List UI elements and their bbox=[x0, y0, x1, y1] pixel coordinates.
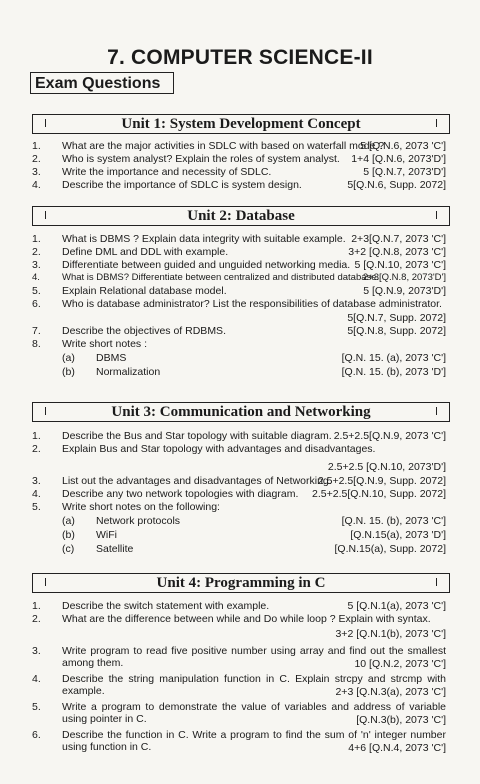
unit-heading-text: Unit 3: Communication and Networking bbox=[111, 404, 371, 420]
sub-question-text: Normalization bbox=[96, 366, 161, 378]
question-number: 1. bbox=[32, 430, 41, 442]
question-reference: 5[Q.N.6, Supp. 2072] bbox=[347, 179, 446, 191]
question-number: 4. bbox=[32, 272, 40, 283]
question-text: Describe the importance of SDLC is system design. bbox=[62, 179, 302, 191]
question-number: 1. bbox=[32, 140, 41, 152]
question-text: List out the advantages and disadvantages of Networking. bbox=[62, 475, 332, 487]
question-number: 5. bbox=[32, 285, 41, 297]
question-reference: 2.5+2.5[Q.N.9, Supp. 2072] bbox=[317, 475, 446, 487]
question-reference: 10 [Q.N.2, 2073 'C'] bbox=[354, 658, 446, 670]
question-reference: 5[Q.N.7, Supp. 2072] bbox=[347, 312, 446, 324]
question-number: 2. bbox=[32, 613, 41, 625]
question-reference: 1+4 [Q.N.6, 2073'D'] bbox=[351, 153, 446, 165]
sub-question-label: (a) bbox=[62, 515, 75, 527]
question-text: Write short notes on the following: bbox=[62, 501, 220, 513]
divider bbox=[45, 211, 46, 219]
question-text: Describe the objectives of RDBMS. bbox=[62, 325, 226, 337]
sub-question-text: WiFi bbox=[96, 529, 117, 541]
question-text: Write a program to demonstrate the value of variables and address of variable using pointer in C. bbox=[62, 701, 446, 725]
question-number: 3. bbox=[32, 259, 41, 271]
divider bbox=[45, 578, 46, 586]
question-number: 2. bbox=[32, 153, 41, 165]
sub-question-label: (c) bbox=[62, 543, 75, 555]
divider bbox=[436, 119, 437, 127]
question-text: Describe the string manipulation function in C. Explain strcpy and strcmp with example. bbox=[62, 673, 446, 697]
sub-question-label: (b) bbox=[62, 366, 75, 378]
section-heading: Exam Questions bbox=[30, 72, 174, 94]
question-text: What are the major activities in SDLC with based on waterfall mode ? bbox=[62, 140, 385, 152]
question-reference: [Q.N.15(a), 2073 'D'] bbox=[350, 529, 446, 541]
question-reference: 2+3[Q.N.8, 2073'D'] bbox=[362, 272, 446, 283]
question-number: 2. bbox=[32, 246, 41, 258]
question-text: What is DBMS? Differentiate between centralized and distributed database. bbox=[62, 272, 380, 283]
question-text: Explain Relational database model. bbox=[62, 285, 227, 297]
question-text: Differentiate between guided and unguided networking media. bbox=[62, 259, 351, 271]
question-reference: 5[Q.N.8, Supp. 2072] bbox=[347, 325, 446, 337]
question-reference: [Q.N. 15. (b), 2073 'C'] bbox=[341, 515, 446, 527]
question-number: 6. bbox=[32, 729, 41, 741]
question-reference: 5 [Q.N.10, 2073 'C'] bbox=[354, 259, 446, 271]
divider bbox=[436, 578, 437, 586]
question-reference: 2.5+2.5[Q.N.10, Supp. 2072] bbox=[312, 488, 446, 500]
unit-3-heading bbox=[32, 402, 450, 422]
sub-question-label: (a) bbox=[62, 352, 75, 364]
question-text: Define DML and DDL with example. bbox=[62, 246, 229, 258]
question-text: Write program to read five positive number using array and find out the smallest among them. bbox=[62, 645, 446, 669]
question-number: 5. bbox=[32, 701, 41, 713]
unit-4-heading bbox=[32, 573, 450, 593]
question-number: 4. bbox=[32, 673, 41, 685]
question-number: 7. bbox=[32, 325, 41, 337]
divider bbox=[45, 119, 46, 127]
question-text: Describe the switch statement with example. bbox=[62, 600, 270, 612]
page-title: 7. COMPUTER SCIENCE-II bbox=[107, 46, 373, 69]
question-reference: 3+2 [Q.N.8, 2073 'C'] bbox=[348, 246, 446, 258]
question-reference: 2.5+2.5[Q.N.9, 2073 'C'] bbox=[333, 430, 446, 442]
sub-question-label: (b) bbox=[62, 529, 75, 541]
question-number: 3. bbox=[32, 645, 41, 657]
question-reference: 5 [Q.N.1(a), 2073 'C'] bbox=[347, 600, 446, 612]
unit-heading-text: Unit 2: Database bbox=[187, 208, 295, 224]
question-number: 3. bbox=[32, 475, 41, 487]
question-text: Describe any two network topologies with diagram. bbox=[62, 488, 299, 500]
question-text: What is DBMS ? Explain data integrity with suitable example. bbox=[62, 233, 346, 245]
question-reference: [Q.N. 15. (a), 2073 'C'] bbox=[341, 352, 446, 364]
question-text: What are the difference between while and Do while loop ? Explain with syntax. bbox=[62, 613, 431, 625]
question-reference: 2+3[Q.N.7, 2073 'C'] bbox=[351, 233, 446, 245]
question-reference: 2+3 [Q.N.3(a), 2073 'C'] bbox=[335, 686, 446, 698]
unit-heading-text: Unit 4: Programming in C bbox=[156, 575, 326, 591]
unit-1-heading bbox=[32, 114, 450, 134]
question-number: 1. bbox=[32, 600, 41, 612]
question-number: 4. bbox=[32, 488, 41, 500]
question-number: 2. bbox=[32, 443, 41, 455]
divider bbox=[436, 211, 437, 219]
question-number: 3. bbox=[32, 166, 41, 178]
unit-2-heading bbox=[32, 206, 450, 226]
question-text: Write short notes : bbox=[62, 338, 148, 350]
question-reference: 5 [Q.N.7, 2073'D'] bbox=[363, 166, 446, 178]
question-reference: [Q.N.15(a), Supp. 2072] bbox=[334, 543, 446, 555]
question-number: 8. bbox=[32, 338, 41, 350]
sub-question-text: Satellite bbox=[96, 543, 134, 555]
unit-heading-text: Unit 1: System Development Concept bbox=[121, 116, 361, 132]
question-text: Who is system analyst? Explain the roles of system analyst. bbox=[62, 153, 340, 165]
question-text: Who is database administrator? List the responsibilities of database administrator. bbox=[62, 298, 442, 310]
question-number: 5. bbox=[32, 501, 41, 513]
question-number: 6. bbox=[32, 298, 41, 310]
question-reference: 5 [Q.N.9, 2073'D'] bbox=[363, 285, 446, 297]
question-reference: [Q.N. 15. (b), 2073 'D'] bbox=[341, 366, 446, 378]
divider bbox=[45, 407, 46, 415]
sub-question-text: DBMS bbox=[96, 352, 127, 364]
question-number: 1. bbox=[32, 233, 41, 245]
question-reference: 2.5+2.5 [Q.N.10, 2073'D'] bbox=[327, 461, 446, 473]
question-text: Describe the function in C. Write a program to find the sum of 'n' integer number using function in C. bbox=[62, 729, 446, 753]
question-reference: [Q.N.3(b), 2073 'C'] bbox=[356, 714, 446, 726]
question-reference: 4+6 [Q.N.4, 2073 'C'] bbox=[348, 742, 446, 754]
question-text: Describe the Bus and Star topology with suitable diagram. bbox=[62, 430, 332, 442]
sub-question-text: Network protocols bbox=[96, 515, 181, 527]
question-reference: 5 [Q.N.6, 2073 'C'] bbox=[360, 140, 446, 152]
divider bbox=[436, 407, 437, 415]
question-text: Write the importance and necessity of SDLC. bbox=[62, 166, 272, 178]
question-number: 4. bbox=[32, 179, 41, 191]
question-reference: 3+2 [Q.N.1(b), 2073 'C'] bbox=[335, 628, 446, 640]
question-text: Explain Bus and Star topology with advantages and disadvantages. bbox=[62, 443, 376, 455]
